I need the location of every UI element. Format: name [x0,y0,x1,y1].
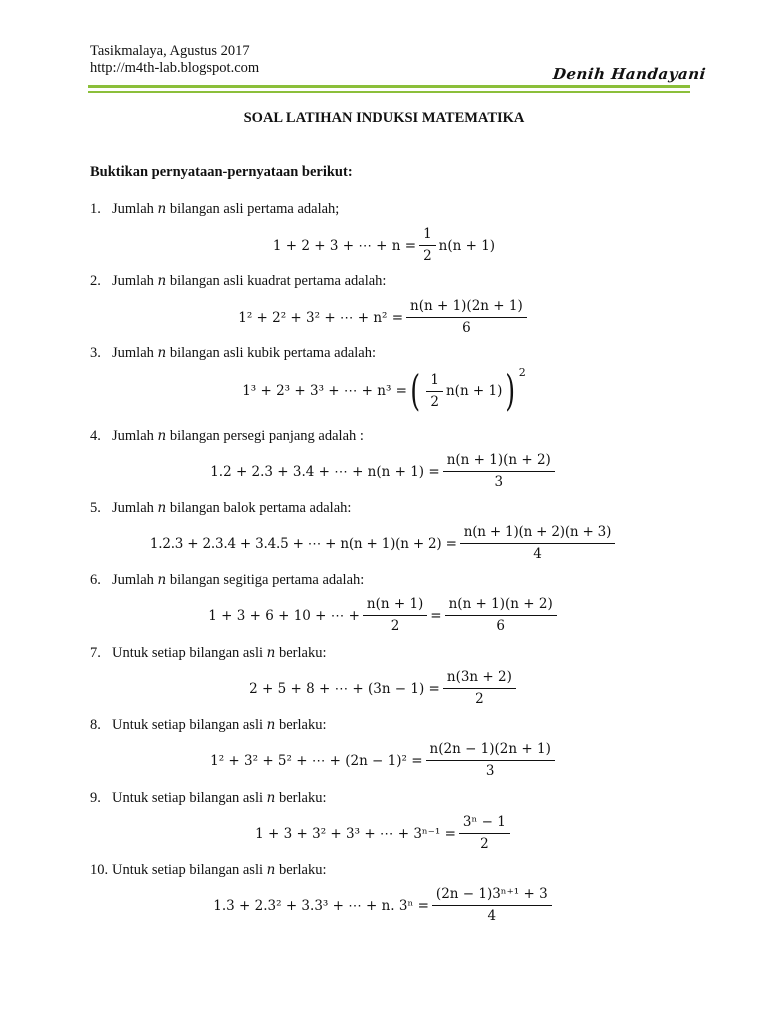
problem-6-formula: 1 + 3 + 6 + 10 + ⋯ + $\frac{n(n + 1)}{2}$ = $\frac{n(n + 1)(n + 2)}{6}$ [0,596,768,635]
problem-10-formula: 1.3 + 2.3² + 3.3³ + ⋯ + n. 3ⁿ = $\frac{\text{(2n − 1)3ⁿ⁺¹ + 3}}{4}$ [0,886,768,925]
problem-3-statement: 3. Jumlah n bilangan asli kubik pertama adalah: [90,345,376,361]
fraction: $\frac{n(n + 1)(n + 2)}{3}$ [443,452,555,491]
problem-8-statement: 8. Untuk setiap bilangan asli n berlaku: [90,717,327,733]
problem-2-statement: 2. Jumlah n bilangan asli kuadrat pertama adalah: [90,273,387,289]
header-rule-thick [88,85,690,88]
problem-number: 6. [90,572,101,588]
problem-number: 5. [90,500,101,516]
fraction: $\frac{\text{(2n − 1)3ⁿ⁺¹ + 3}}{4}$ [432,886,552,925]
problem-7-formula: 2 + 5 + 8 + ⋯ + (3n − 1) = $\frac{n(3n + 2)}{2}$ [0,669,768,708]
problem-number: 4. [90,428,101,444]
blog-url[interactable]: http://m4th-lab.blogspot.com [90,60,260,76]
page-title: SOAL LATIHAN INDUKSI MATEMATIKA [243,110,525,126]
exponent: 2 [518,366,526,379]
letterhead [90,43,259,77]
fraction: $\frac{n(3n + 2)}{2}$ [443,669,516,708]
problem-9-statement: 9. Untuk setiap bilangan asli n berlaku: [90,790,327,806]
problem-number: 10. [90,862,109,878]
problem-10-statement: 10. Untuk setiap bilangan asli n berlaku: [90,862,327,878]
problem-1-formula: 1 + 2 + 3 + ⋯ + n = $\frac{1}{2}$ n(n + 1) [272,226,496,264]
author-signature: Denih Handayani [552,65,707,83]
problem-6-statement: 6. Jumlah n bilangan segitiga pertama adalah: [90,572,365,588]
problem-9-formula: 1 + 3 + 3² + 3³ + ⋯ + 3ⁿ⁻¹ = $\frac{\text{3ⁿ − 1}}{2}$ [0,814,768,853]
problem-3-formula: 1³ + 2³ + 3³ + ⋯ + n³ = ( $\frac{1}{2}$ n(n + 1) ) 2 [242,366,526,415]
problem-number: 2. [90,273,101,289]
problem-4-formula: 1.2 + 2.3 + 3.4 + ⋯ + n(n + 1) = $\frac{n(n + 1)(n + 2)}{3}$ [0,452,768,491]
fraction: $\frac{n(n + 1)(n + 2)}{6}$ [445,596,557,635]
left-paren: ( [410,366,421,415]
problem-4-statement: 4. Jumlah n bilangan persegi panjang adalah : [90,428,364,444]
problem-number: 7. [90,645,101,661]
header-rule-thin [88,91,690,93]
problem-number: 8. [90,717,101,733]
problem-2-formula: 1² + 2² + 3² + ⋯ + n² = $\frac{n(n + 1)(2n + 1)}{6}$ [0,298,768,337]
fraction: $\frac{n(n + 1)(n + 2)(n + 3)}{4}$ [460,524,615,563]
fraction: $\frac{1}{2}$ [419,226,436,265]
fraction: $\frac{n(n + 1)}{2}$ [363,596,427,635]
place-date: Tasikmalaya, Agustus 2017 [90,43,250,59]
problem-number: 1. [90,201,101,217]
intro-text: Buktikan pernyataan-pernyataan berikut: [90,164,353,180]
problem-5-formula: 1.2.3 + 2.3.4 + 3.4.5 + ⋯ + n(n + 1)(n + 2) = $\frac{n(n + 1)(n + 2)(n + 3)}{4}$ [0,524,768,563]
fraction: $\frac{1}{2}$ [426,372,443,411]
problem-number: 3. [90,345,101,361]
problem-8-formula: 1² + 3² + 5² + ⋯ + (2n − 1)² = $\frac{n(2n - 1)(2n + 1)}{3}$ [0,741,768,780]
problem-number: 9. [90,790,101,806]
problem-1-statement: 1. Jumlah n bilangan asli pertama adalah; [90,201,340,217]
fraction: $\frac{n(2n - 1)(2n + 1)}{3}$ [426,741,555,780]
problem-7-statement: 7. Untuk setiap bilangan asli n berlaku: [90,645,327,661]
problem-5-statement: 5. Jumlah n bilangan balok pertama adalah: [90,500,352,516]
fraction: $\frac{n(n + 1)(2n + 1)}{6}$ [406,298,527,337]
right-paren: ) [505,366,516,415]
fraction: $\frac{\text{3ⁿ − 1}}{2}$ [459,814,510,853]
